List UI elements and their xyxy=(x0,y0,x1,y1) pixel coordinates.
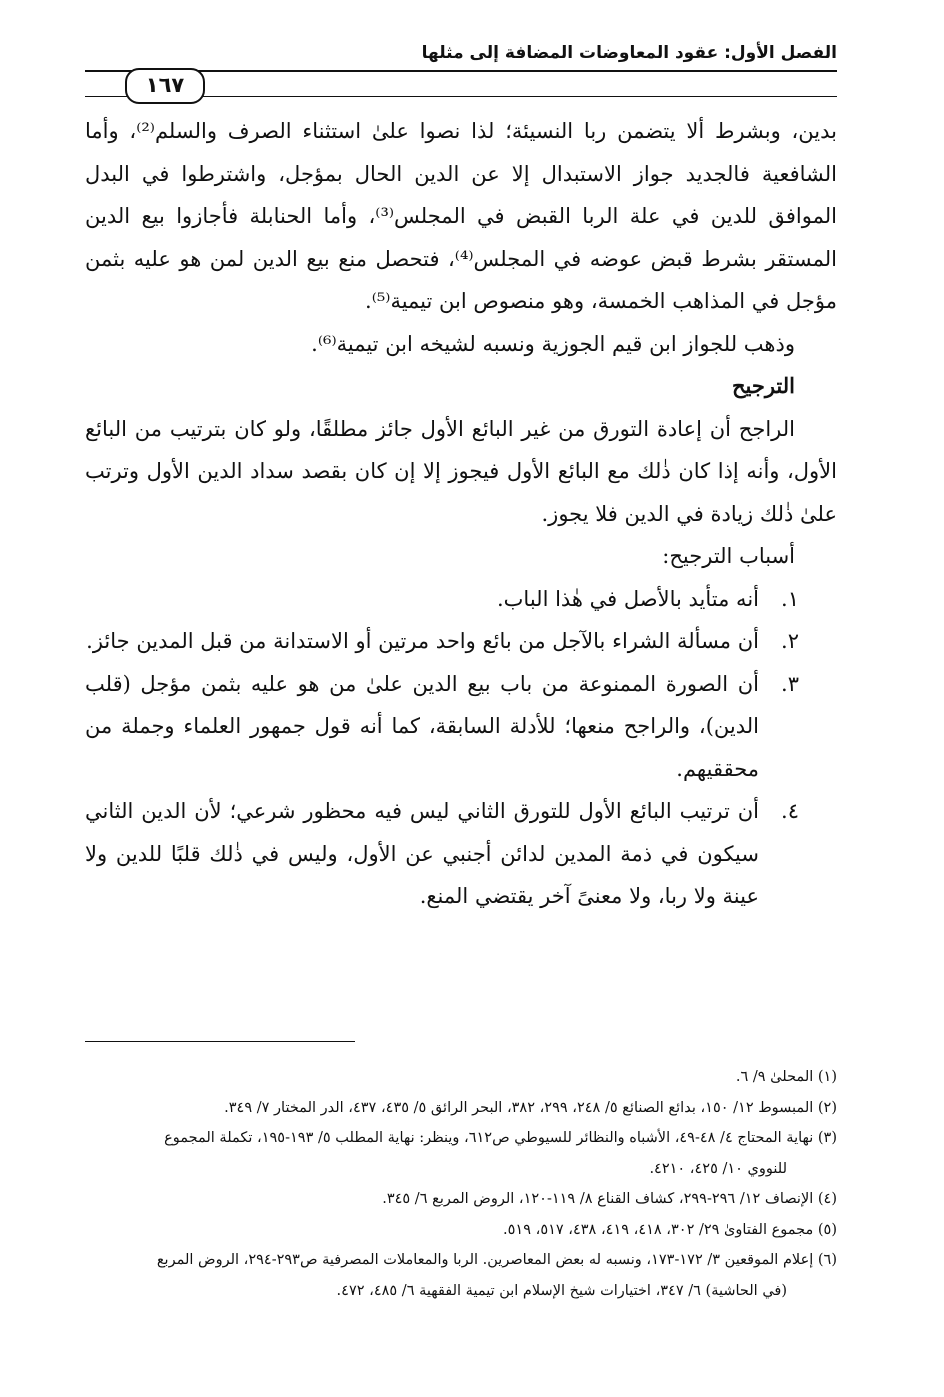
list-item xyxy=(85,663,837,791)
list-item xyxy=(85,578,837,621)
footnote: (٥) مجموع الفتاوىٰ ٢٩/ ٣٠٢، ٤١٨، ٤١٩، ٤٣٨، ٥١٧، ٥١٩. xyxy=(503,1221,837,1238)
footnote: (٣) نهاية المحتاج ٤/ ٤٨-٤٩، الأشباه والنظائر للسيوطي ص٦١٢، وينظر: نهاية المطلب ٥/ ١٩٣-١٩٥، تكملة المجموع xyxy=(164,1130,837,1146)
list-text: أن ترتيب البائع الأول للتورق الثاني ليس فيه محظور شرعي؛ لأن الدين الثاني سيكون في ذمة المدين لدائن أجنبي عن الأول، وليس في ذٰلك قلبًا للدين ولا عينة ولا ربا، ولا معنىً آخر يقتضي المنع. xyxy=(85,799,759,908)
paragraph: وذهب للجواز ابن قيم الجوزية ونسبه لشيخه ابن تيمية⁽⁶⁾. xyxy=(311,331,795,356)
paragraph: بدين، وبشرط ألا يتضمن ربا النسيئة؛ لذا نصوا علىٰ استثناء الصرف والسلم⁽²⁾، وأما الشافعية فالجديد جواز الاستبدال إلا عن الدين الحال بمؤجل، واشترطوا في البدل الموافق للدين في علة الربا القبض في المجلس⁽³⁾، وأما الحنابلة فأجازوا بيع الدين المستقر بشرط قبض عوضه في المجلس⁽⁴⁾، فتحصل منع بيع الدين لمن هو عليه بثمن مؤجل في المذاهب الخمسة، وهو منصوص ابن تيمية⁽⁵⁾. xyxy=(85,119,838,313)
list-text: أن مسألة الشراء بالآجل من بائع واحد مرتين أو الاستدانة من قبل المدين جائز. xyxy=(86,629,759,653)
footnote: (٦) إعلام الموقعين ٣/ ١٧٢-١٧٣، ونسبه له بعض المعاصرين. الربا والمعاملات المصرفية ص٢٩٣-٢٩٤، الروض المربع xyxy=(156,1252,837,1268)
main-text xyxy=(85,110,837,918)
section-heading: الترجيح xyxy=(731,373,795,398)
list-number: ٤. xyxy=(781,799,799,823)
page-number: ١٦٧ xyxy=(125,68,205,104)
paragraph: الراجح أن إعادة التورق من غير البائع الأول جائز مطلقًا، ولو كان بترتيب من البائع الأول، وأنه إذا كان ذٰلك مع البائع الأول فيجوز إلا إن كان بقصد سداد الدين الأول وترتب علىٰ ذٰلك زيادة في الدين فلا يجوز. xyxy=(85,416,837,526)
list-text: أن الصورة الممنوعة من باب بيع الدين علىٰ من هو عليه بثمن مؤجل (قلب الدين)، والراجح منعها؛ للأدلة السابقة، كما أنه قول جمهور العلماء وجملة من محققيهم. xyxy=(85,671,759,781)
list-number: ٣. xyxy=(781,671,799,696)
running-title: الفصل الأول: عقود المعاوضات المضافة إلى مثلها xyxy=(421,43,837,63)
footnote: (٤) الإنصاف ١٢/ ٢٩٦-٢٩٩، كشاف القناع ٨/ ١١٩-١٢٠، الروض المربع ٦/ ٣٤٥. xyxy=(382,1191,837,1207)
list-item xyxy=(85,790,837,918)
list-item xyxy=(85,620,837,663)
footnote: (١) المحلىٰ ٩/ ٦. xyxy=(735,1069,837,1085)
page xyxy=(85,0,837,1397)
footnote-continuation: (في الحاشية) ٦/ ٣٤٧، اختيارات شيخ الإسلام ابن تيمية الفقهية ٦/ ٤٨٥، ٤٧٢. xyxy=(336,1282,787,1299)
reasons-list xyxy=(85,578,837,918)
list-number: ١. xyxy=(781,586,799,611)
list-number: ٢. xyxy=(781,629,799,653)
footnote-rule xyxy=(85,1041,355,1042)
footnote-continuation: للنووي ١٠/ ٤٢٥، ٤٢١٠. xyxy=(649,1160,787,1177)
reasons-label: أسباب الترجيح: xyxy=(662,544,795,568)
footnote: (٢) المبسوط ١٢/ ١٥٠، بدائع الصنائع ٥/ ٢٤٨، ٢٩٩، ٣٨٢، البحر الرائق ٥/ ٤٣٥، ٤٣٧، الدر المختار ٧/ ٣٤٩. xyxy=(224,1099,837,1116)
footnotes xyxy=(85,1062,837,1306)
list-text: أنه متأيد بالأصل في هٰذا الباب. xyxy=(496,586,759,611)
